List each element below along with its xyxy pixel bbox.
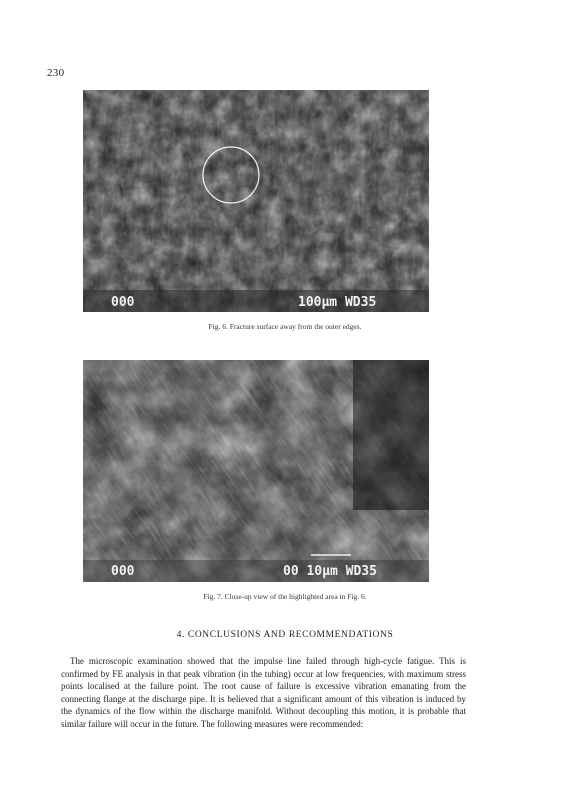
section-heading: 4. CONCLUSIONS AND RECOMMENDATIONS [176, 630, 394, 640]
body-paragraph: The microscopic examination showed that the impulse line failed through high-cycle fatigue. This is confirmed by FE analysis in that peak vibration (in the tubing) occur at low frequencies, with maximum stress points localised at the failure point. The root cause of failure is excessive vibration emanating from the connecting flange at the discharge pipe. It is believed that a significant amount of this vibration is induced by the dynamics of the flow within the discharge manifold. Without decoupling this motion, it is probable that similar failure will occur in the future. The following measures were recommended: [61, 656, 466, 729]
figure-6-caption: Fig. 6. Fracture surface away from the outer edges. [208, 322, 362, 331]
figure-7-overlay-left: 000 [111, 564, 135, 579]
figure-7-caption: Fig. 7. Close-up view of the highlighted area in Fig. 6. [203, 592, 367, 601]
page-number: 230 [47, 67, 65, 79]
figure-6-image [83, 90, 429, 312]
figure-7-overlay-right: 00 10µm WD35 [283, 564, 377, 579]
figure-6-overlay-left: 000 [111, 295, 135, 310]
figure-6-overlay-right: 100µm WD35 [298, 295, 377, 310]
figure-7-image [83, 360, 429, 582]
